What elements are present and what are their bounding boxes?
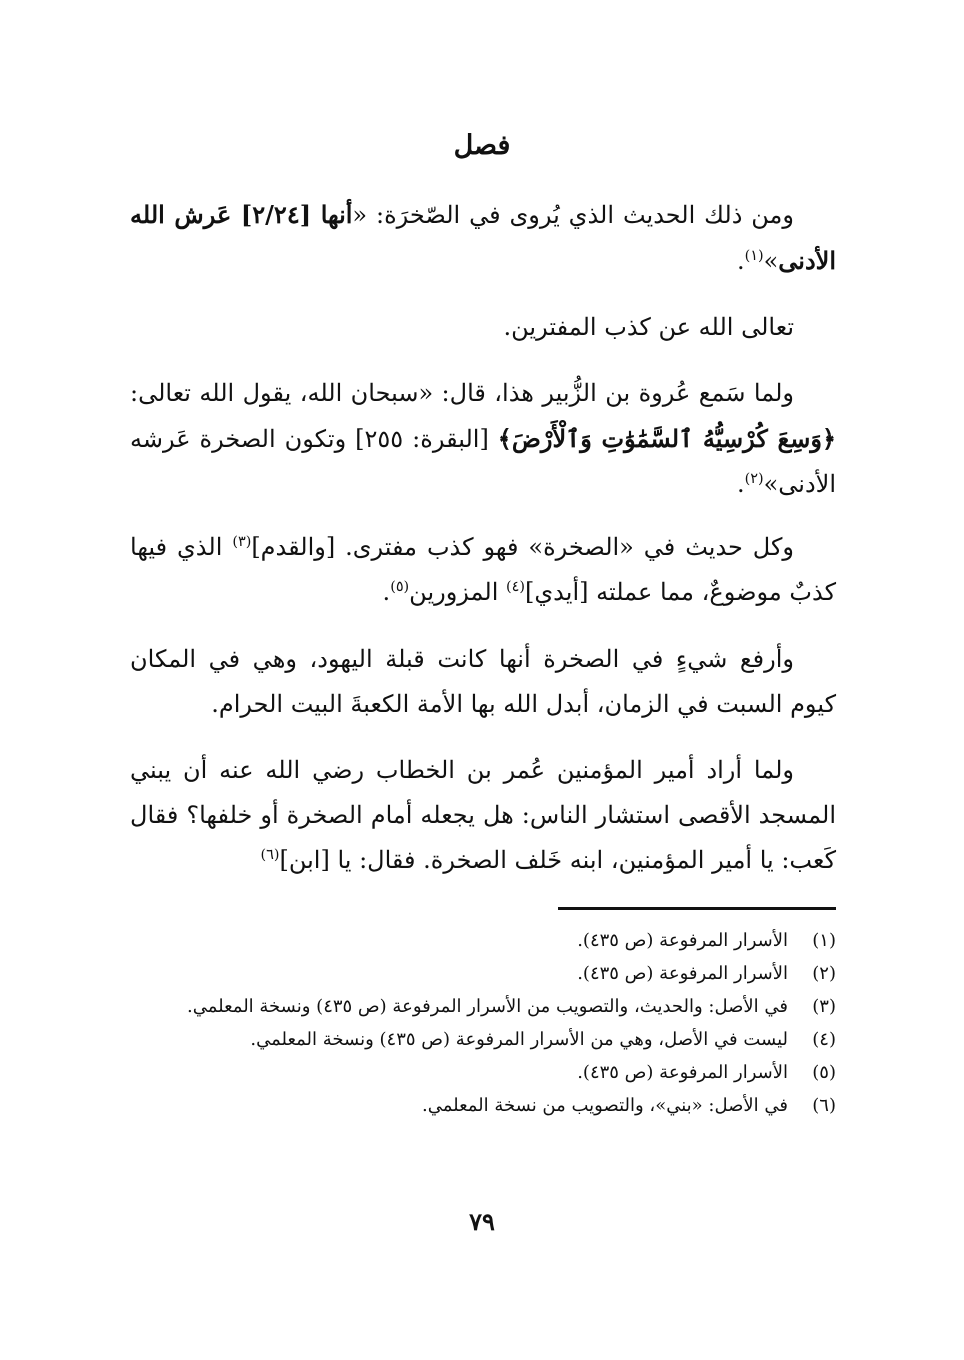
footnote-text: في الأصل: «بني»، والتصويب من نسخة المعلمي. (421, 1095, 788, 1116)
footnote-item (130, 1023, 836, 1056)
footnote-ref-3[interactable]: (٣) (232, 534, 252, 550)
footnote-ref-1[interactable]: (١) (744, 248, 764, 264)
footnote-text: الأسرار المرفوعة (ص ٤٣٥). (577, 963, 788, 984)
footnote-item (130, 1056, 836, 1089)
footnote-item (130, 957, 836, 990)
paragraph-4 (130, 525, 836, 615)
footnote-text: الأسرار المرفوعة (ص ٤٣٥). (577, 1062, 788, 1083)
p1-text-d: . (736, 247, 745, 275)
p4-text-b: الذي فيها كذبٌ موضوعٌ، مما عملته [أيدي] (130, 533, 836, 606)
paragraph-3 (130, 371, 836, 507)
p1-text-a: ومن ذلك الحديث الذي يُروى في الصّخرَة: « (352, 201, 795, 229)
footnote-number: (٣) (812, 996, 836, 1017)
footnote-item (130, 1089, 836, 1122)
p1-text-c: » (763, 247, 779, 275)
p3-text-a: ولما سَمع عُروة بن الزُّبير هذا، قال: «سبحان الله، يقول الله تعالى: (130, 379, 794, 407)
section-heading: فصل (453, 130, 511, 161)
paragraph-2: تعالى الله عن كذب المفترين. (503, 313, 794, 341)
footnote-number: (٢) (812, 963, 836, 984)
paragraph-6 (130, 748, 836, 883)
footnote-number: (٦) (812, 1095, 836, 1116)
p3-quran-verse: ﴿وَسِعَ كُرْسِيُّهُ ٱلسَّمَٰوَٰتِ وَٱلْأَرْضَ﴾ (497, 424, 837, 453)
footnote-number: (٤) (812, 1029, 836, 1050)
p3-text-d: . (736, 470, 745, 498)
footnote-text: في الأصل: والحديث، والتصويب من الأسرار المرفوعة (ص ٤٣٥) ونسخة المعلمي. (187, 996, 788, 1017)
footnote-number: (١) (812, 930, 836, 951)
footnote-ref-4[interactable]: (٤) (506, 579, 526, 595)
footnote-item (130, 924, 836, 957)
page-number: ٧٩ (469, 1207, 495, 1236)
footnote-ref-2[interactable]: (٢) (744, 471, 764, 487)
footnote-text: ليست في الأصل، وهي من الأسرار المرفوعة (ص ٤٣٥) ونسخة المعلمي. (250, 1029, 788, 1050)
p6-text-a: ولما أراد أمير المؤمنين عُمر بن الخطاب رضي الله عنه أن يبني المسجد الأقصى استشار الناس: هل يجعله أمام الصخرة أو خلفها؟ فقال كَعب: يا أمير المؤمنين، ابنه خَلف الصخرة. فقال: يا [ابن] (130, 756, 836, 874)
p4-text-d: . (382, 578, 391, 606)
p4-text-a: وكل حديث في «الصخرة» فهو كذب مفترى. [والقدم] (251, 533, 794, 561)
paragraph-5: وأرفع شيءٍ في الصخرة أنها كانت قبلة اليهود، وهي في المكان كيوم السبت في الزمان، أبدل الله بها الأمة الكعبةَ البيت الحرام. (130, 645, 836, 718)
footnote-number: (٥) (812, 1062, 836, 1083)
footnote-text: الأسرار المرفوعة (ص ٤٣٥). (577, 930, 788, 951)
footnote-ref-5[interactable]: (٥) (390, 579, 410, 595)
footnote-ref-6[interactable]: (٦) (260, 847, 280, 863)
paragraph-1 (130, 192, 836, 284)
p4-text-c: المزورين (409, 578, 507, 606)
p3-text-c: [البقرة: ٢٥٥] وتكون الصخرة عَرشه الأدنى» (130, 425, 836, 498)
footnotes (130, 924, 836, 1122)
p1-quote-bold: أنها [٢/٢٤] عَرش الله الأدنى (130, 200, 836, 275)
footnote-item (130, 990, 836, 1023)
footnote-separator (558, 907, 836, 910)
